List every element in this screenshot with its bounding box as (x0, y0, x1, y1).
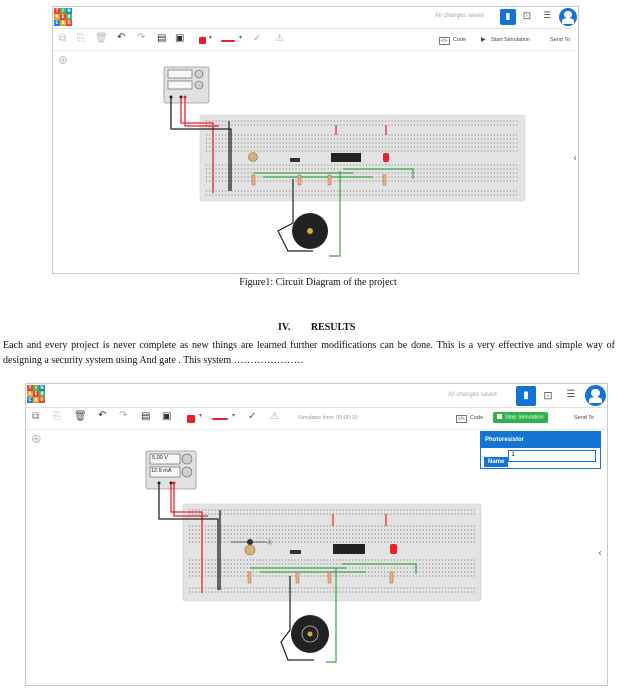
rotate-icon[interactable]: ✓ (253, 33, 262, 44)
figure1-caption: Figure1: Circuit Diagram of the project (239, 277, 397, 288)
voltage-readout: 5.00 V (152, 455, 168, 461)
panel-title: Photoresistor (481, 432, 600, 448)
figure1-screenshot (52, 6, 579, 274)
zoom-fit-icon[interactable]: ⊕ (58, 53, 69, 67)
flip-icon[interactable]: ⚠ (275, 33, 284, 44)
circuit-view-icon[interactable]: ▮ (516, 386, 536, 406)
collapse-chevron-icon[interactable]: ‹ (598, 548, 602, 559)
list-icon[interactable]: ☰ (542, 11, 552, 21)
avatar-icon[interactable] (559, 8, 577, 26)
flip-icon[interactable]: ⚠ (270, 411, 279, 422)
schematic-icon[interactable]: ⊡ (543, 389, 553, 402)
color-icon[interactable] (199, 37, 206, 44)
current-readout: 12.9 mA (151, 468, 172, 474)
send-to-button[interactable]: Send To (550, 37, 571, 43)
send-to-button[interactable]: Send To (574, 415, 595, 421)
resistor (390, 572, 393, 583)
led (383, 153, 389, 162)
current-display (168, 81, 192, 89)
zoom-fit-icon[interactable]: ⊕ (31, 432, 42, 447)
figure1-circuit (53, 51, 579, 274)
delete-icon[interactable]: 🗑 (74, 411, 87, 422)
note-icon[interactable]: ▤ (141, 411, 151, 422)
chevron-down-icon[interactable]: ▾ (199, 412, 203, 419)
list-icon[interactable]: ☰ (566, 389, 576, 400)
figure2-toolbar (26, 408, 607, 430)
undo-icon[interactable]: ↶ (98, 410, 107, 421)
resistor (383, 175, 386, 185)
tinkercad-logo[interactable]: T I N K E R C A D (28, 385, 44, 402)
note-icon[interactable]: ▤ (157, 33, 167, 44)
photoresistor-slider (247, 539, 253, 545)
properties-panel (480, 431, 601, 469)
paste-icon[interactable]: ⎘ (77, 33, 85, 44)
photoresistor (249, 153, 258, 162)
led (390, 544, 397, 554)
collapse-chevron-icon[interactable]: ‹ (573, 153, 577, 164)
circuit-view-icon[interactable]: ▮ (500, 9, 516, 25)
name-label: Name (484, 457, 508, 467)
section-heading (278, 322, 356, 333)
copy-icon[interactable]: ⧉ (32, 411, 40, 422)
copy-icon[interactable]: ⧉ (59, 33, 67, 44)
photoresistor (245, 545, 255, 555)
annotation-icon[interactable]: ▣ (175, 33, 185, 44)
chevron-down-icon[interactable]: ▾ (239, 34, 243, 41)
figure1-toolbar (53, 29, 578, 51)
resistor (328, 175, 331, 185)
breadboard (183, 504, 481, 601)
current-knob (195, 81, 203, 89)
start-simulation-button[interactable]: Start Simulation (491, 37, 530, 43)
play-icon[interactable]: ▶ (481, 37, 486, 43)
figure2-canvas[interactable] (26, 430, 607, 685)
section-title: RESULTS (310, 322, 356, 333)
resistor (248, 572, 251, 583)
transistor (290, 158, 300, 162)
redo-icon[interactable]: ↷ (119, 410, 128, 421)
figure2-topbar (26, 384, 607, 408)
resistor (252, 175, 255, 185)
paste-icon[interactable]: ⎘ (53, 411, 61, 422)
stop-icon (497, 414, 502, 419)
line-style-icon[interactable] (221, 40, 235, 42)
chevron-down-icon[interactable]: ▾ (209, 34, 213, 41)
resistor (328, 572, 331, 583)
schematic-icon[interactable]: ⊡ (522, 11, 532, 22)
results-paragraph: Each and every project is never complete as new things are learned further modifications can be done. This is a very effective and simple way of designing a security system using And gate . This system ………………… (3, 340, 615, 366)
undo-icon[interactable]: ↶ (117, 32, 126, 43)
redo-icon[interactable]: ↷ (137, 32, 146, 43)
section-number: IV. (278, 322, 291, 333)
save-status: All changes saved (435, 13, 484, 19)
figure2-screenshot (25, 383, 608, 686)
annotation-icon[interactable]: ▣ (162, 411, 172, 422)
code-button[interactable]: Code (453, 37, 467, 43)
current-knob (182, 467, 192, 477)
figure1-topbar (53, 7, 578, 29)
chevron-down-icon[interactable]: ▾ (232, 412, 236, 419)
figure1-canvas[interactable] (53, 51, 578, 273)
code-icon: </> (458, 416, 465, 421)
and-gate-ic (333, 544, 365, 554)
voltage-knob (195, 70, 203, 78)
color-icon[interactable] (187, 415, 195, 423)
resistor (296, 572, 299, 583)
avatar-icon[interactable] (585, 385, 606, 406)
simulator-time: Simulator time: 00:00:10 (298, 415, 358, 421)
tinkercad-logo[interactable]: T I N K E R C A D (55, 8, 71, 25)
name-field[interactable]: 1 (508, 450, 596, 462)
voltage-display (168, 70, 192, 78)
name-row (481, 448, 600, 470)
and-gate-ic (331, 153, 361, 162)
voltage-knob (182, 454, 192, 464)
resistor (298, 175, 301, 185)
rotate-icon[interactable]: ✓ (248, 411, 257, 422)
transistor (290, 550, 301, 554)
code-icon: </> (441, 38, 448, 43)
light-icon: ☼ (266, 538, 274, 547)
save-status: All changes saved (448, 392, 497, 398)
line-style-icon[interactable] (212, 418, 228, 420)
code-button[interactable]: Code (470, 415, 484, 421)
stop-simulation-button[interactable]: Stop Simulation (493, 412, 548, 423)
delete-icon[interactable]: 🗑 (95, 33, 108, 44)
